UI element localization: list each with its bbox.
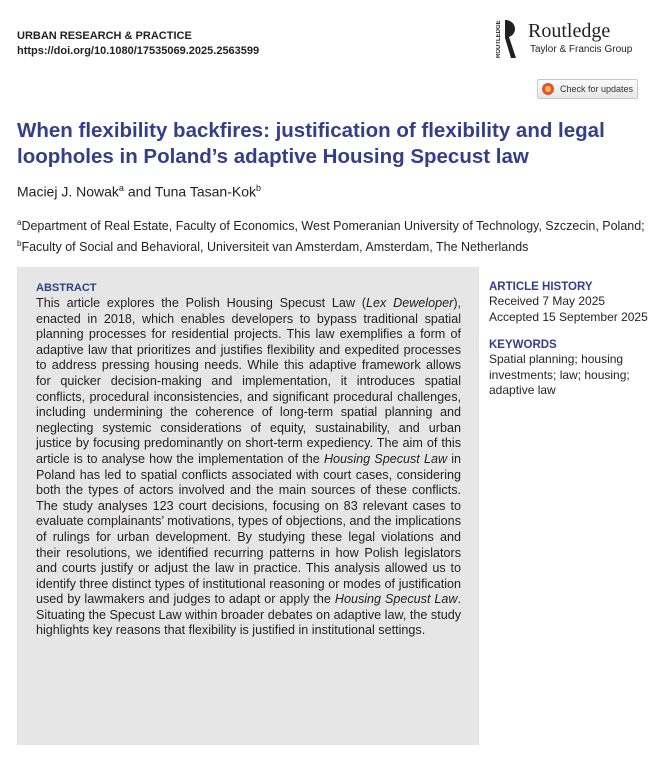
affiliations xyxy=(17,214,657,256)
author-list xyxy=(17,179,261,201)
author-affiliation-marker: a xyxy=(118,183,124,193)
crossmark-icon xyxy=(542,83,554,95)
svg-text:ROUTLEDGE: ROUTLEDGE xyxy=(496,20,502,58)
check-for-updates-button[interactable] xyxy=(537,79,638,99)
journal-header xyxy=(17,29,259,59)
doi-link[interactable]: https://doi.org/10.1080/17535069.2025.2563599 xyxy=(17,45,260,57)
routledge-logo-icon xyxy=(496,18,518,60)
author-name[interactable]: Tuna Tasan-Kok xyxy=(154,183,256,200)
author-joiner: and xyxy=(123,183,155,200)
accepted-date: Accepted 15 September 2025 xyxy=(489,309,648,324)
publisher-name: Routledge xyxy=(528,20,611,42)
affiliation-b: Faculty of Social and Behavioral, Universiteit van Amsterdam, Amsterdam, The Netherlands xyxy=(21,240,529,255)
affiliation-marker: a xyxy=(17,218,22,227)
publisher-logo[interactable] xyxy=(496,18,646,62)
author-affiliation-marker: b xyxy=(256,183,262,193)
keywords-heading: KEYWORDS xyxy=(489,339,557,351)
check-for-updates-label: Check for updates xyxy=(560,84,634,94)
abstract-text: This article explores the Polish Housing Specust Law (Lex Deweloper), enacted in 2018, which enables developers to bypass traditional spatial planning processes for residential projects. This law exemplifies a form of adaptive law that prioritizes and justifies flexibility and expedited processes to address pressing housing needs. While this adaptive framework allows for quicker decision-making and implementation, it introduces spatial conflicts, procedural inconsistencies, and significant procedural challenges, including undermining the coherence of long-term spatial planning and neglecting systemic considerations of equity, sustainability, and urban justice by focusing predominantly on short-term expediency. The aim of this article is to analyse how the implementation of the Housing Specust Law in Poland has led to spatial conflicts associated with court cases, considering both the types of actors involved and the main sources of these conflicts. The study analyses 123 court decisions, focusing on 83 relevant cases to evaluate complainants’ motivations, types of objections, and the implications of rulings for urban development. By studying these legal violations and their resolutions, we identified recurring patterns in how Polish legislators and courts justify or adjust the law in practice. This analysis allowed us to identify three distinct types of institutional reasoning or modes of justification used by lawmakers and judges to adapt or apply the Housing Specust Law. Situating the Specust Law within broader debates on adaptive law, the study highlights key reasons that flexibility is justified in institutional settings. xyxy=(36,296,462,638)
abstract-heading: ABSTRACT xyxy=(36,282,97,294)
article-title: When flexibility backfires: justification of flexibility and legal loopholes in Poland’s adaptive Housing Specust law xyxy=(17,119,605,168)
affiliation-marker: b xyxy=(17,239,22,249)
author-name[interactable]: Maciej J. Nowak xyxy=(17,183,119,200)
publisher-subtitle: Taylor & Francis Group xyxy=(530,44,633,55)
affiliation-a: Department of Real Estate, Faculty of Economics, West Pomeranian University of Technology, Szczecin, Poland; xyxy=(21,219,645,234)
history-heading: ARTICLE HISTORY xyxy=(489,281,593,293)
journal-name: URBAN RESEARCH & PRACTICE xyxy=(17,30,192,42)
article-metadata xyxy=(489,280,649,399)
received-date: Received 7 May 2025 xyxy=(489,294,606,308)
keywords-text: Spatial planning; housing investments; law; housing; adaptive law xyxy=(489,352,630,397)
abstract-panel xyxy=(17,267,479,745)
